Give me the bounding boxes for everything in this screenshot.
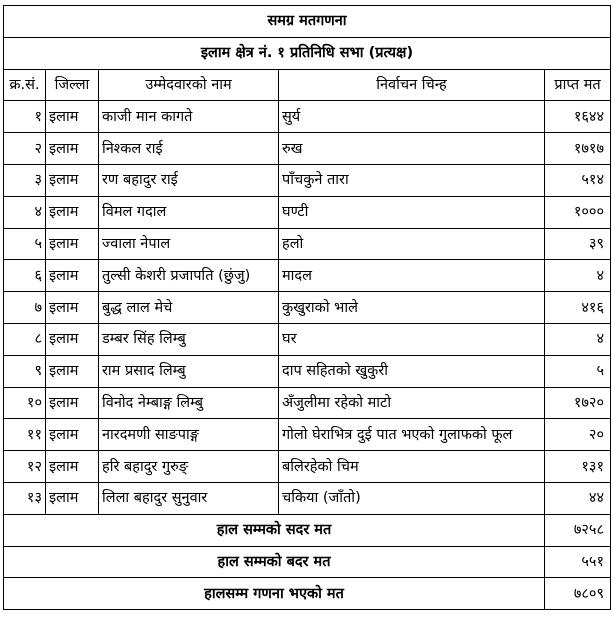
table-row bbox=[4, 228, 611, 260]
row-district: इलाम bbox=[46, 133, 99, 165]
table-row bbox=[4, 196, 611, 228]
row-sn: १२ bbox=[4, 451, 46, 483]
table-row bbox=[4, 101, 611, 133]
row-district: इलाम bbox=[46, 260, 99, 292]
row-district: इलाम bbox=[46, 323, 99, 355]
row-votes: १००० bbox=[545, 196, 611, 228]
row-candidate-name: विनोद नेम्बाङ्ग लिम्बु bbox=[99, 387, 279, 419]
row-election-symbol: सुर्य bbox=[279, 101, 545, 133]
row-candidate-name: डम्बर सिंह लिम्बु bbox=[99, 323, 279, 355]
summary-value: ७८०९ bbox=[545, 578, 611, 610]
row-district: इलाम bbox=[46, 164, 99, 196]
row-candidate-name: लिला बहादुर सुनुवार bbox=[99, 482, 279, 514]
row-election-symbol: कुखुराको भाले bbox=[279, 292, 545, 324]
row-election-symbol: हलो bbox=[279, 228, 545, 260]
row-sn: ९ bbox=[4, 355, 46, 387]
table-row bbox=[4, 260, 611, 292]
sheet-title: समग्र मतगणना bbox=[4, 6, 611, 38]
row-candidate-name: विमल गदाल bbox=[99, 196, 279, 228]
row-candidate-name: ज्वाला नेपाल bbox=[99, 228, 279, 260]
row-sn: १ bbox=[4, 101, 46, 133]
row-sn: १० bbox=[4, 387, 46, 419]
table-row bbox=[4, 355, 611, 387]
summary-label: हाल सम्मको बदर मत bbox=[4, 546, 545, 578]
row-district: इलाम bbox=[46, 387, 99, 419]
table-row bbox=[4, 419, 611, 451]
row-votes: ४ bbox=[545, 323, 611, 355]
row-district: इलाम bbox=[46, 451, 99, 483]
summary-value: ५५१ bbox=[545, 546, 611, 578]
row-candidate-name: काजी मान कागते bbox=[99, 101, 279, 133]
summary-value: ७२५८ bbox=[545, 514, 611, 546]
row-sn: ३ bbox=[4, 164, 46, 196]
row-sn: २ bbox=[4, 133, 46, 165]
table-row bbox=[4, 133, 611, 165]
row-district: इलाम bbox=[46, 196, 99, 228]
table-row bbox=[4, 451, 611, 483]
row-candidate-name: नारदमणी साङपाङ्ग bbox=[99, 419, 279, 451]
header-district: जिल्ला bbox=[46, 69, 99, 101]
row-sn: ७ bbox=[4, 292, 46, 324]
row-election-symbol: बलिरहेको चिम bbox=[279, 451, 545, 483]
table-row bbox=[4, 292, 611, 324]
row-election-symbol: दाप सहितको खुकुरी bbox=[279, 355, 545, 387]
row-election-symbol: गोलो घेराभित्र दुई पात भएको गुलाफको फूल bbox=[279, 419, 545, 451]
sheet-subtitle: इलाम क्षेत्र नं. १ प्रतिनिधि सभा (प्रत्यक्ष) bbox=[4, 37, 611, 69]
row-election-symbol: अँजुलीमा रहेको माटो bbox=[279, 387, 545, 419]
row-votes: ४१६ bbox=[545, 292, 611, 324]
row-sn: ४ bbox=[4, 196, 46, 228]
row-election-symbol: मादल bbox=[279, 260, 545, 292]
row-votes: १३१ bbox=[545, 451, 611, 483]
row-votes: ४ bbox=[545, 260, 611, 292]
row-sn: ८ bbox=[4, 323, 46, 355]
row-district: इलाम bbox=[46, 482, 99, 514]
table-row bbox=[4, 387, 611, 419]
row-sn: ६ bbox=[4, 260, 46, 292]
row-candidate-name: तुल्सी केशरी प्रजापति (छुंजु) bbox=[99, 260, 279, 292]
row-candidate-name: हरि बहादुर गुरुङ् bbox=[99, 451, 279, 483]
row-votes: ५१४ bbox=[545, 164, 611, 196]
row-district: इलाम bbox=[46, 419, 99, 451]
row-election-symbol: घण्टी bbox=[279, 196, 545, 228]
vote-count-table bbox=[3, 5, 611, 610]
row-district: इलाम bbox=[46, 355, 99, 387]
row-votes: २० bbox=[545, 419, 611, 451]
row-votes: १७२० bbox=[545, 387, 611, 419]
row-sn: ५ bbox=[4, 228, 46, 260]
row-sn: १३ bbox=[4, 482, 46, 514]
table-row bbox=[4, 164, 611, 196]
row-sn: ११ bbox=[4, 419, 46, 451]
row-candidate-name: राम प्रसाद लिम्बु bbox=[99, 355, 279, 387]
row-election-symbol: रुख bbox=[279, 133, 545, 165]
row-district: इलाम bbox=[46, 101, 99, 133]
row-election-symbol: पाँचकुने तारा bbox=[279, 164, 545, 196]
summary-label: हालसम्म गणना भएको मत bbox=[4, 578, 545, 610]
table-row bbox=[4, 482, 611, 514]
row-votes: १६४४ bbox=[545, 101, 611, 133]
summary-label: हाल सम्मको सदर मत bbox=[4, 514, 545, 546]
row-candidate-name: बुद्ध लाल मेचे bbox=[99, 292, 279, 324]
header-candidate: उम्मेदवारको नाम bbox=[99, 69, 279, 101]
row-votes: ३९ bbox=[545, 228, 611, 260]
header-row bbox=[4, 69, 611, 101]
row-votes: ४४ bbox=[545, 482, 611, 514]
row-district: इलाम bbox=[46, 292, 99, 324]
row-district: इलाम bbox=[46, 228, 99, 260]
summary-row bbox=[4, 578, 611, 610]
row-election-symbol: घर bbox=[279, 323, 545, 355]
subtitle-row bbox=[4, 37, 611, 69]
summary-row bbox=[4, 514, 611, 546]
row-candidate-name: निश्कल राई bbox=[99, 133, 279, 165]
title-row bbox=[4, 6, 611, 38]
header-votes: प्राप्त मत bbox=[545, 69, 611, 101]
row-votes: ५ bbox=[545, 355, 611, 387]
header-sn: क्र.सं. bbox=[4, 69, 46, 101]
row-votes: १७१७ bbox=[545, 133, 611, 165]
header-symbol: निर्वाचन चिन्ह bbox=[279, 69, 545, 101]
table-row bbox=[4, 323, 611, 355]
summary-row bbox=[4, 546, 611, 578]
row-candidate-name: रण बहादुर राई bbox=[99, 164, 279, 196]
row-election-symbol: चकिया (जाँतो) bbox=[279, 482, 545, 514]
